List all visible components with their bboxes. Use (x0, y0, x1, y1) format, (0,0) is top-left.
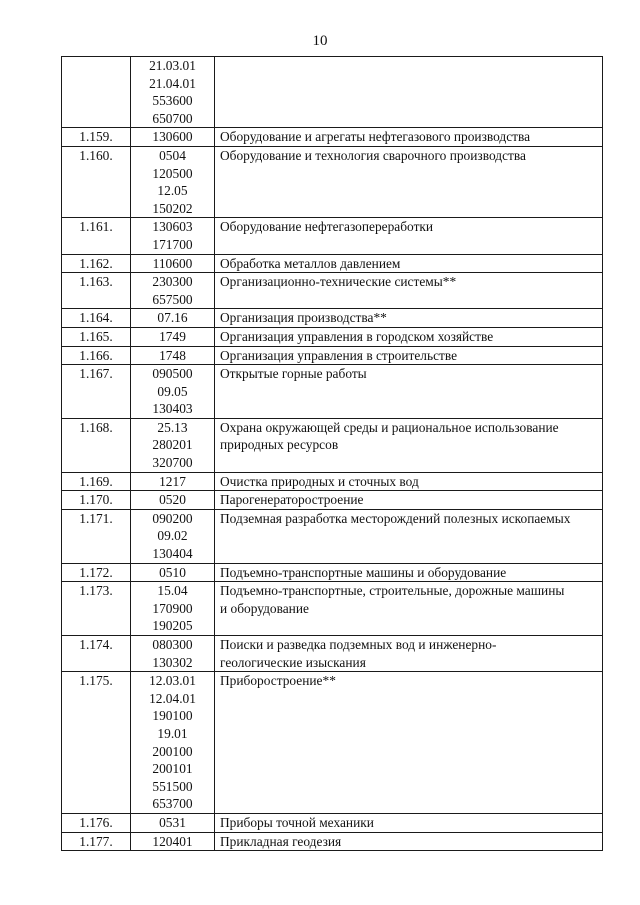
code-value: 19.01 (157, 725, 188, 741)
row-number-cell: 1.176. (62, 813, 131, 832)
specialty-name-line: Организация управления в строительстве (220, 347, 458, 363)
code-value: 130302 (152, 654, 193, 670)
code-value: 130404 (152, 546, 193, 562)
specialty-name-cell (215, 491, 603, 510)
row-number-cell (62, 57, 131, 128)
code-value: 150202 (152, 200, 193, 216)
code-value: 200101 (152, 761, 193, 777)
specialty-name-cell (215, 218, 603, 254)
code-value: 080300 (152, 637, 193, 652)
code-value: 280201 (152, 437, 193, 453)
specialty-name-cell (215, 813, 603, 832)
code-value: 130403 (152, 401, 193, 417)
code-value: 110600 (152, 255, 193, 271)
specialty-name-line: Приборы точной механики (220, 814, 374, 830)
table-row (62, 365, 603, 419)
codes-cell (131, 346, 215, 365)
codes-cell (131, 813, 215, 832)
codes-cell (131, 254, 215, 273)
table-row (62, 672, 603, 814)
specialty-name-line: Парогенераторостроение (220, 492, 364, 508)
specialty-name-line: Оборудование и технология сварочного производства (220, 147, 526, 163)
codes-cell (131, 832, 215, 851)
specialty-name-line: Поиски и разведка подземных вод и инженерно- (220, 637, 497, 652)
specialty-name-line: Очистка природных и сточных вод (220, 473, 419, 489)
code-value: 090200 (152, 510, 193, 526)
table-row (62, 254, 603, 273)
row-number-cell: 1.168. (62, 418, 131, 472)
specialty-name-line: Прикладная геодезия (220, 833, 342, 849)
code-value: 190100 (152, 708, 193, 724)
table-row (62, 418, 603, 472)
row-number-cell: 1.160. (62, 146, 131, 217)
row-number-cell: 1.159. (62, 128, 131, 147)
codes-cell (131, 636, 215, 672)
row-number-cell: 1.171. (62, 509, 131, 563)
code-value: 1749 (159, 328, 186, 344)
specialty-name-cell (215, 365, 603, 419)
specialty-name-line: Подземная разработка месторождений полезных ископаемых (220, 510, 571, 526)
code-value: 657500 (152, 291, 193, 307)
codes-cell (131, 365, 215, 419)
table-row (62, 509, 603, 563)
code-value: 21.03.01 (149, 58, 196, 73)
specialty-name-cell (215, 254, 603, 273)
codes-cell (131, 418, 215, 472)
code-value: 0504 (159, 147, 186, 163)
specialty-name-cell (215, 418, 603, 472)
row-number-cell: 1.172. (62, 563, 131, 582)
row-number-cell: 1.163. (62, 273, 131, 309)
code-value: 12.03.01 (149, 673, 196, 689)
code-value: 07.16 (157, 310, 188, 326)
table-row (62, 346, 603, 365)
codes-cell (131, 128, 215, 147)
codes-cell (131, 472, 215, 491)
row-number-cell: 1.169. (62, 472, 131, 491)
page-number: 10 (312, 33, 328, 49)
table-row (62, 832, 603, 851)
specialty-name-line: Организация управления в городском хозяйстве (220, 328, 494, 344)
specialty-name-cell (215, 582, 603, 636)
specialty-name-line: Охрана окружающей среды и рациональное использование (220, 419, 559, 435)
codes-cell (131, 509, 215, 563)
table-row (62, 563, 603, 582)
table-row (62, 57, 603, 128)
codes-cell (131, 491, 215, 510)
specialty-name-line: Обработка металлов давлением (220, 255, 401, 271)
specialties-table (61, 56, 603, 851)
code-value: 1217 (159, 473, 186, 489)
specialty-name-line: Организация производства** (220, 310, 387, 326)
row-number-cell: 1.166. (62, 346, 131, 365)
row-number-cell: 1.175. (62, 672, 131, 814)
codes-cell (131, 57, 215, 128)
specialty-name-cell (215, 672, 603, 814)
row-number-cell: 1.173. (62, 582, 131, 636)
code-value: 0531 (159, 814, 186, 830)
codes-cell (131, 146, 215, 217)
specialty-name-cell (215, 146, 603, 217)
table-row (62, 327, 603, 346)
table-body (62, 57, 603, 851)
specialty-name-line: Открытые горные работы (220, 366, 367, 382)
codes-cell (131, 273, 215, 309)
code-value: 130603 (152, 219, 193, 235)
specialty-name-cell (215, 309, 603, 328)
specialty-name-cell (215, 346, 603, 365)
row-number-cell: 1.165. (62, 327, 131, 346)
row-number-cell: 1.177. (62, 832, 131, 851)
code-value: 230300 (152, 274, 193, 290)
specialty-name-cell (215, 832, 603, 851)
specialty-name-cell (215, 472, 603, 491)
specialty-name-cell (215, 327, 603, 346)
specialty-name-line: Оборудование и агрегаты нефтегазового производства (220, 129, 531, 145)
codes-cell (131, 563, 215, 582)
code-value: 25.13 (157, 419, 188, 435)
specialty-name-cell (215, 636, 603, 672)
codes-cell (131, 218, 215, 254)
table-row (62, 582, 603, 636)
codes-cell (131, 582, 215, 636)
code-value: 09.02 (157, 528, 188, 544)
specialty-name-line: Подъемно-транспортные машины и оборудование (220, 564, 507, 580)
table-row (62, 472, 603, 491)
specialty-name-cell (215, 563, 603, 582)
codes-cell (131, 309, 215, 328)
code-value: 653700 (152, 796, 193, 812)
row-number-cell: 1.164. (62, 309, 131, 328)
table-row (62, 491, 603, 510)
row-number-cell: 1.162. (62, 254, 131, 273)
code-value: 21.04.01 (149, 75, 196, 91)
specialty-name-cell (215, 509, 603, 563)
code-value: 120401 (152, 833, 193, 849)
row-number-cell: 1.170. (62, 491, 131, 510)
specialty-name-line: Оборудование нефтегазопереработки (220, 219, 434, 235)
row-number-cell: 1.161. (62, 218, 131, 254)
row-number-cell: 1.174. (62, 636, 131, 672)
code-value: 090500 (152, 366, 193, 382)
code-value: 170900 (152, 600, 193, 616)
code-value: 12.05 (157, 183, 188, 199)
code-value: 190205 (152, 618, 193, 634)
specialty-name-line: Приборостроение** (220, 673, 336, 689)
code-value: 120500 (152, 165, 193, 181)
specialty-name-cell (215, 273, 603, 309)
code-value: 200100 (152, 743, 193, 759)
specialty-name-line: Организационно-технические системы** (220, 274, 457, 290)
specialty-name-cell (215, 57, 603, 128)
specialty-name-line: геологические изыскания (220, 654, 366, 670)
code-value: 130600 (152, 129, 193, 145)
code-value: 320700 (152, 455, 193, 471)
table-row (62, 128, 603, 147)
table-row (62, 273, 603, 309)
table-row (62, 218, 603, 254)
table-row (62, 636, 603, 672)
specialty-name-line: Подъемно-транспортные, строительные, дорожные машины (220, 583, 565, 599)
codes-cell (131, 327, 215, 346)
specialty-name-line: природных ресурсов (220, 437, 339, 453)
code-value: 650700 (152, 110, 193, 126)
code-value: 09.05 (157, 383, 188, 399)
specialty-name-cell (215, 128, 603, 147)
codes-cell (131, 672, 215, 814)
specialty-name-line: и оборудование (220, 600, 309, 616)
table-row (62, 813, 603, 832)
code-value: 12.04.01 (149, 690, 196, 706)
code-value: 551500 (152, 778, 193, 794)
code-value: 553600 (152, 93, 193, 109)
code-value: 1748 (159, 347, 186, 363)
code-value: 171700 (152, 236, 193, 252)
table-row (62, 146, 603, 217)
table-row (62, 309, 603, 328)
code-value: 0510 (159, 564, 186, 580)
code-value: 15.04 (157, 583, 188, 599)
row-number-cell: 1.167. (62, 365, 131, 419)
code-value: 0520 (159, 492, 186, 508)
